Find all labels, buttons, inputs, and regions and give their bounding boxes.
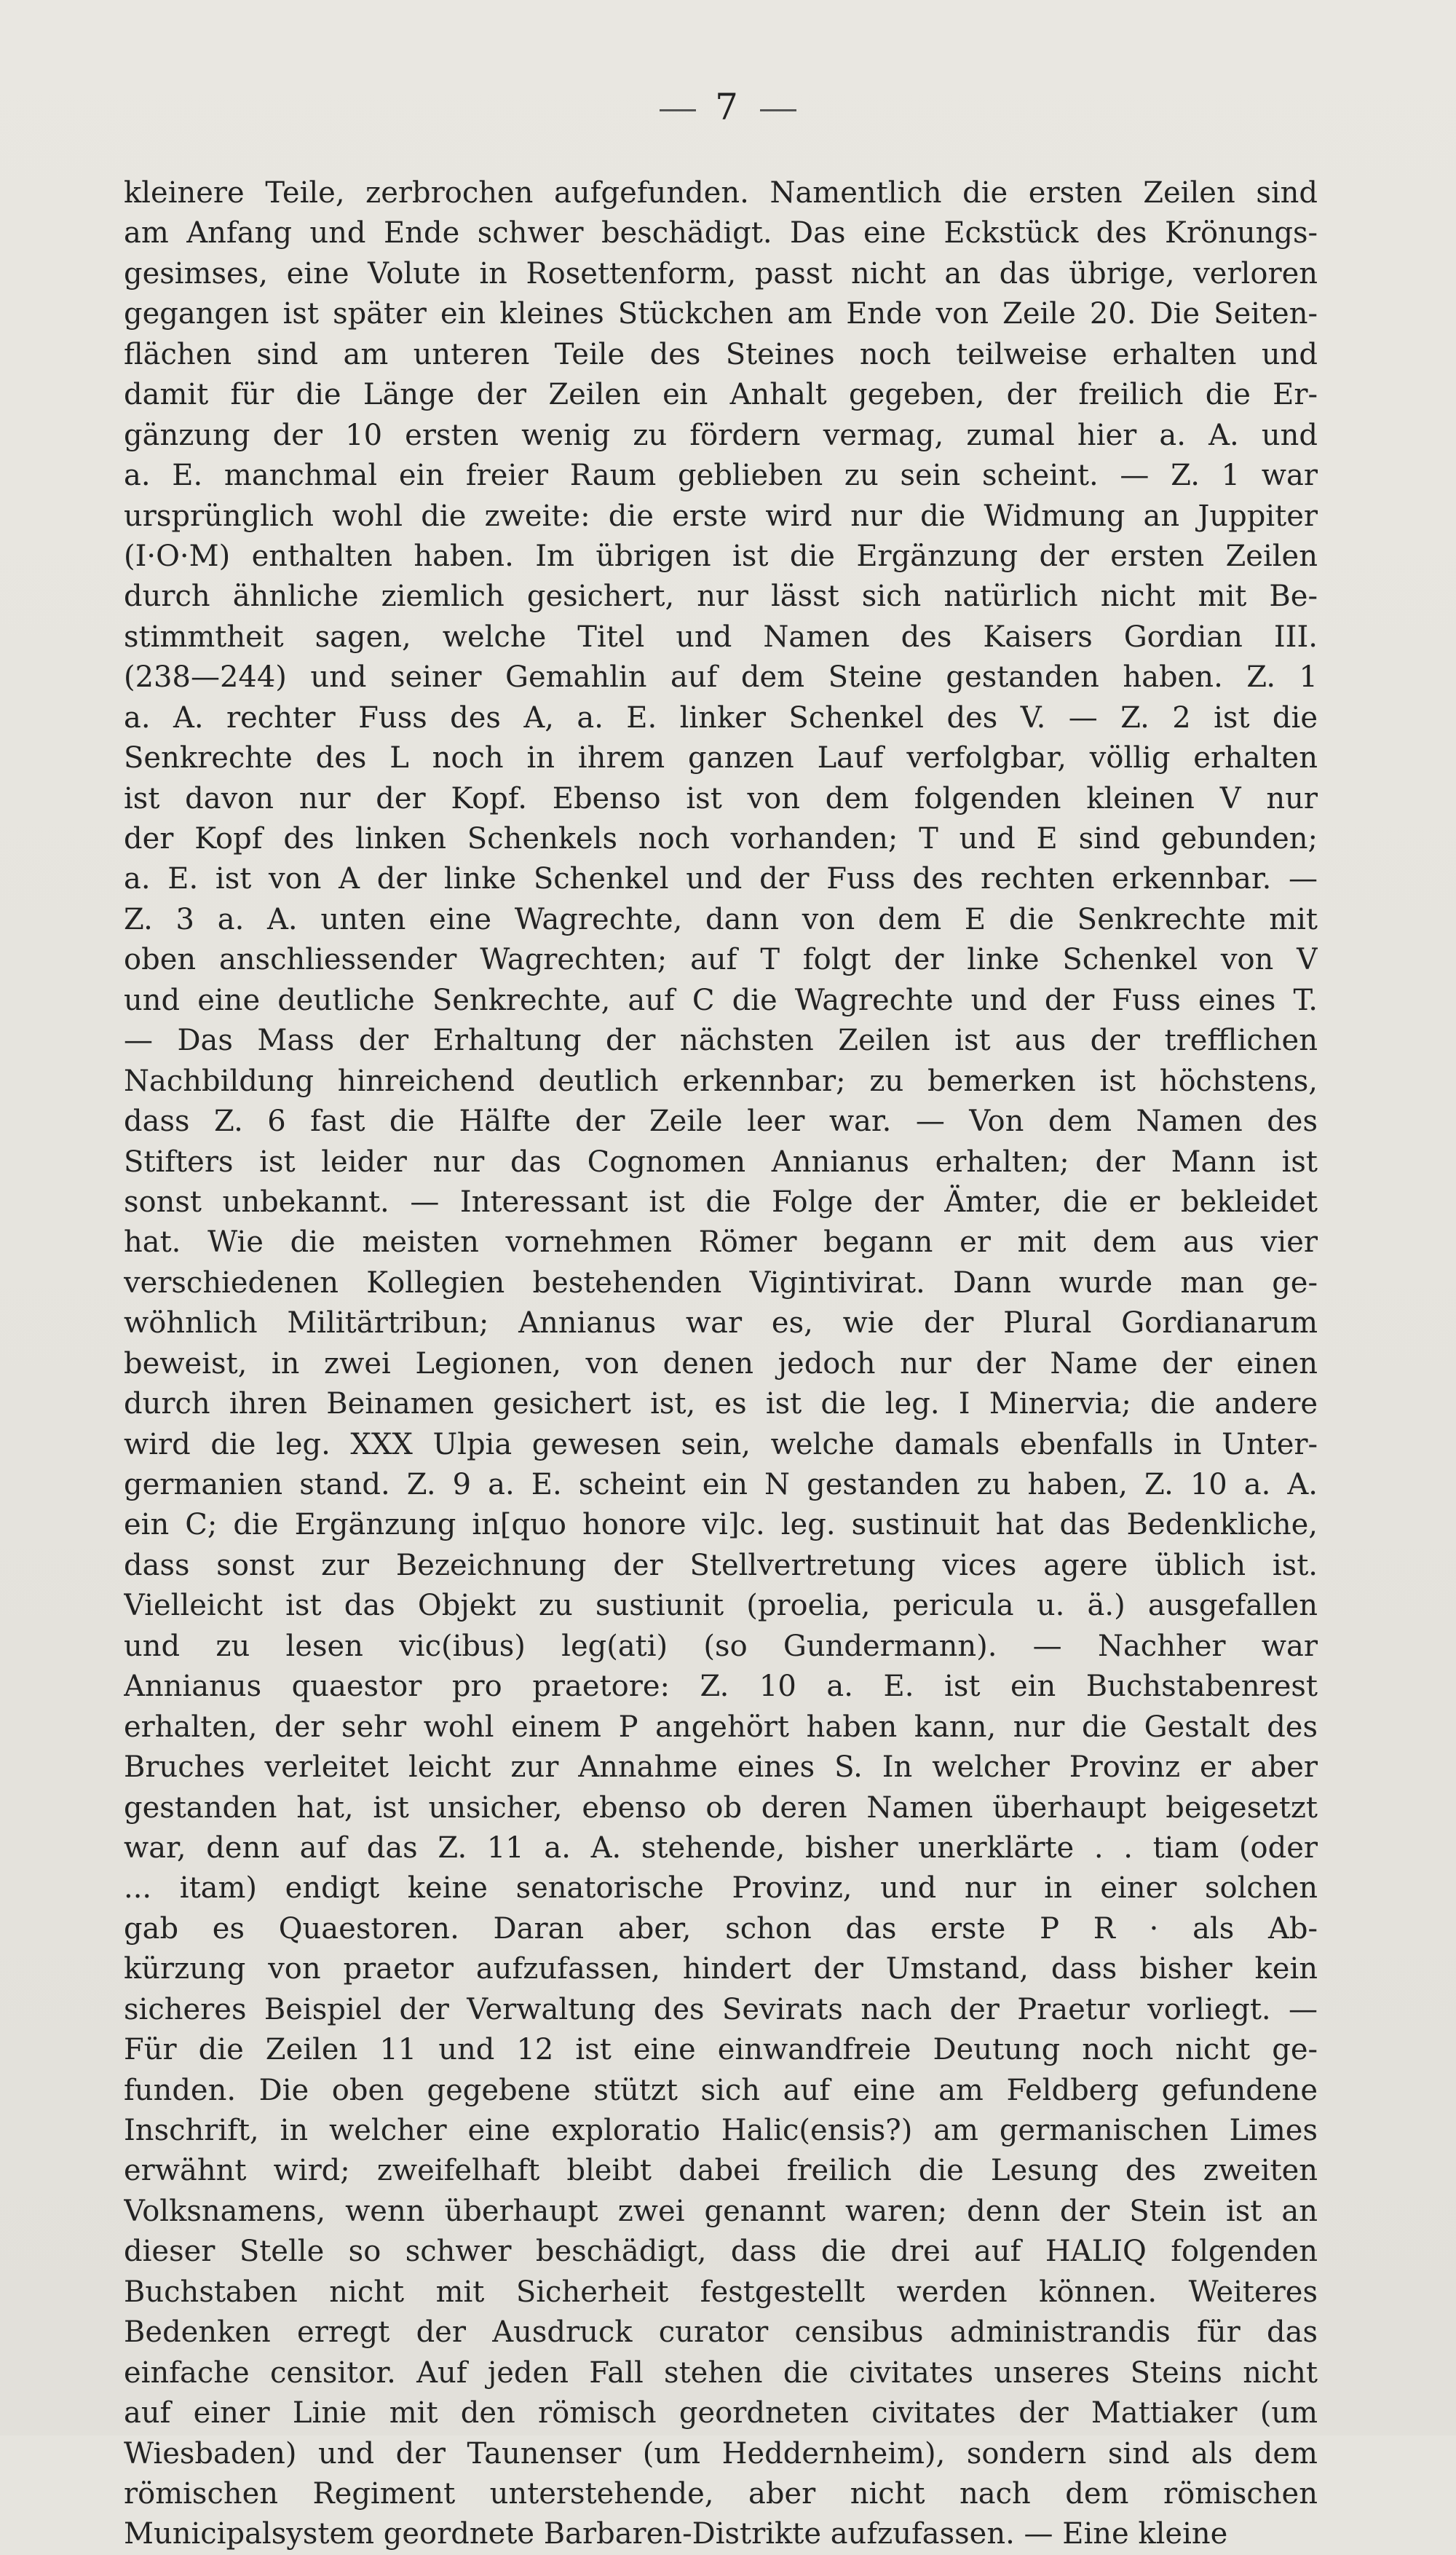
text-line: a. A. rechter Fuss des A, a. E. linker Schenkel des V. — Z. 2 ist die: [124, 700, 1318, 735]
text-line: Bruches verleitet leicht zur Annahme eines S. In welcher Provinz er aber: [124, 1750, 1318, 1785]
text-line: am Anfang und Ende schwer beschädigt. Das eine Eckstück des Krönungs-: [124, 216, 1318, 250]
text-line: dass Z. 6 fast die Hälfte der Zeile leer war. — Von dem Namen des: [124, 1105, 1318, 1139]
text-line: ... itam) endigt keine senatorische Provinz, und nur in einer solchen: [124, 1871, 1318, 1906]
header-dash-right: [760, 109, 796, 111]
text-line: gegangen ist später ein kleines Stückchen am Ende von Zeile 20. Die Seiten-: [124, 297, 1318, 331]
text-line: (238—244) und seiner Gemahlin auf dem Steine gestanden haben. Z. 1: [124, 660, 1318, 695]
text-line: (I·O·M) enthalten haben. Im übrigen ist die Ergänzung der ersten Zeilen: [124, 539, 1318, 573]
text-line: Für die Zeilen 11 und 12 ist eine einwandfreie Deutung noch nicht ge-: [124, 2033, 1318, 2067]
text-line: einfache censitor. Auf jeden Fall stehen die civitates unseres Steins nicht: [124, 2355, 1318, 2390]
text-line: hat. Wie die meisten vornehmen Römer begann er mit dem aus vier: [124, 1225, 1318, 1260]
text-line: verschiedenen Kollegien bestehenden Vigintivirat. Dann wurde man ge-: [124, 1265, 1318, 1300]
text-line: beweist, in zwei Legionen, von denen jedoch nur der Name der einen: [124, 1346, 1318, 1381]
page-header: [0, 86, 1456, 128]
text-line: sicheres Beispiel der Verwaltung des Sevirats nach der Praetur vorliegt. —: [124, 1992, 1318, 2026]
text-line: durch ihren Beinamen gesichert ist, es ist die leg. I Minervia; die andere: [124, 1387, 1318, 1421]
text-line: Buchstaben nicht mit Sicherheit festgestellt werden können. Weiteres: [124, 2275, 1318, 2309]
text-line: damit für die Länge der Zeilen ein Anhalt gegeben, der freilich die Er-: [124, 378, 1318, 412]
text-line: und eine deutliche Senkrechte, auf C die Wagrechte und der Fuss eines T.: [124, 983, 1318, 1017]
text-line: Nachbildung hinreichend deutlich erkennbar; zu bemerken ist höchstens,: [124, 1064, 1318, 1098]
text-line: Bedenken erregt der Ausdruck curator censibus administrandis für das: [124, 2315, 1318, 2350]
text-line: funden. Die oben gegebene stützt sich auf eine am Feldberg gefundene: [124, 2073, 1318, 2107]
body-text: [124, 173, 1318, 2555]
text-line: erwähnt wird; zweifelhaft bleibt dabei freilich die Lesung des zweiten: [124, 2154, 1318, 2188]
text-line: Vielleicht ist das Objekt zu sustiunit (proelia, pericula u. ä.) ausgefallen: [124, 1589, 1318, 1623]
text-line: auf einer Linie mit den römisch geordneten civitates der Mattiaker (um: [124, 2396, 1318, 2430]
text-line: ein C; die Ergänzung in[quo honore vi]c. leg. sustinuit hat das Bedenkliche,: [124, 1508, 1318, 1542]
text-line: kleinere Teile, zerbrochen aufgefunden. Namentlich die ersten Zeilen sind: [124, 176, 1318, 210]
text-line: sonst unbekannt. — Interessant ist die Folge der Ämter, die er bekleidet: [124, 1185, 1318, 1219]
text-line: flächen sind am unteren Teile des Steines noch teilweise erhalten und: [124, 337, 1318, 371]
text-line: war, denn auf das Z. 11 a. A. stehende, bisher unerklärte . . tiam (oder: [124, 1831, 1318, 1865]
text-line: gesimses, eine Volute in Rosettenform, passt nicht an das übrige, verloren: [124, 256, 1318, 291]
text-line: oben anschliessender Wagrechten; auf T folgt der linke Schenkel von V: [124, 943, 1318, 977]
text-line: gänzung der 10 ersten wenig zu fördern vermag, zumal hier a. A. und: [124, 418, 1318, 452]
text-line: a. E. ist von A der linke Schenkel und der Fuss des rechten erkennbar. —: [124, 862, 1318, 896]
text-line: ursprünglich wohl die zweite: die erste wird nur die Widmung an Juppiter: [124, 499, 1318, 533]
text-line: durch ähnliche ziemlich gesichert, nur lässt sich natürlich nicht mit Be-: [124, 580, 1318, 614]
text-line: wöhnlich Militärtribun; Annianus war es, wie der Plural Gordianarum: [124, 1306, 1318, 1340]
page-number: 7: [715, 86, 741, 128]
text-line: Inschrift, in welcher eine exploratio Halic(ensis?) am germanischen Limes: [124, 2114, 1318, 2147]
text-line: Wiesbaden) und der Taunenser (um Heddernheim), sondern sind als dem: [124, 2436, 1318, 2471]
text-line: Senkrechte des L noch in ihrem ganzen Lauf verfolgbar, völlig erhalten: [124, 741, 1318, 775]
text-line: gab es Quaestoren. Daran aber, schon das erste P R · als Ab-: [124, 1911, 1318, 1946]
text-line: kürzung von praetor aufzufassen, hindert der Umstand, dass bisher kein: [124, 1952, 1318, 1986]
text-line: stimmtheit sagen, welche Titel und Namen des Kaisers Gordian III.: [124, 620, 1318, 654]
text-line: römischen Regiment unterstehende, aber nicht nach dem römischen: [124, 2476, 1318, 2511]
text-line: a. E. manchmal ein freier Raum geblieben zu sein scheint. — Z. 1 war: [124, 459, 1318, 493]
text-line: dieser Stelle so schwer beschädigt, dass die drei auf HALIQ folgenden: [124, 2235, 1318, 2269]
header-dash-left: [660, 109, 696, 111]
text-line: erhalten, der sehr wohl einem P angehört haben kann, nur die Gestalt des: [124, 1710, 1318, 1744]
text-line: gestanden hat, ist unsicher, ebenso ob deren Namen überhaupt beigesetzt: [124, 1790, 1318, 1825]
text-line: Stifters ist leider nur das Cognomen Annianus erhalten; der Mann ist: [124, 1145, 1318, 1179]
text-line: — Das Mass der Erhaltung der nächsten Zeilen ist aus der trefflichen: [124, 1024, 1318, 1058]
text-line: ist davon nur der Kopf. Ebenso ist von dem folgenden kleinen V nur: [124, 781, 1318, 816]
text-line: Volksnamens, wenn überhaupt zwei genannt waren; denn der Stein ist an: [124, 2194, 1318, 2228]
text-line: wird die leg. XXX Ulpia gewesen sein, welche damals ebenfalls in Unter-: [124, 1427, 1318, 1461]
text-line: der Kopf des linken Schenkels noch vorhanden; T und E sind gebunden;: [124, 822, 1318, 856]
text-line: germanien stand. Z. 9 a. E. scheint ein N gestanden zu haben, Z. 10 a. A.: [124, 1468, 1318, 1501]
text-line: Annianus quaestor pro praetore: Z. 10 a. E. ist ein Buchstabenrest: [124, 1670, 1318, 1704]
text-line: dass sonst zur Bezeichnung der Stellvertretung vices agere üblich ist.: [124, 1548, 1318, 1582]
text-line: und zu lesen vic(ibus) leg(ati) (so Gundermann). — Nachher war: [124, 1629, 1318, 1663]
text-line: Municipalsystem geordnete Barbaren-Distrikte aufzufassen. — Eine kleine: [124, 2517, 1228, 2551]
text-line: Z. 3 a. A. unten eine Wagrechte, dann von dem E die Senkrechte mit: [124, 902, 1318, 936]
